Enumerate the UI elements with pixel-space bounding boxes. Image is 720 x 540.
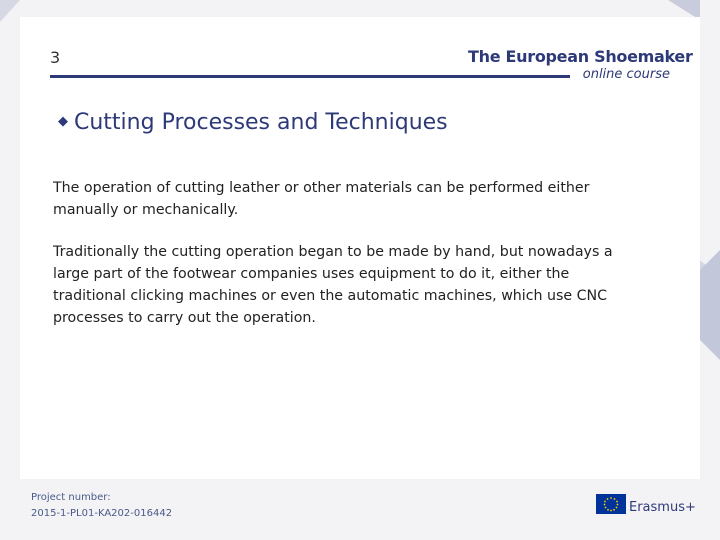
eu-flag-icon [596, 494, 626, 514]
body-paragraph: Traditionally the cutting operation began to be made by hand, but nowadays a large part of the footwear companies uses equipment to do it, either the traditional clicking machines or even the automatic machines, which use CNC processes to carry out the operation. [53, 244, 613, 326]
body-paragraph: The operation of cutting leather or other materials can be performed either manually or mechanically. [53, 180, 590, 218]
slide-number: 3 [50, 48, 61, 67]
brand-title: The European Shoemaker [468, 47, 693, 66]
project-info [31, 490, 172, 522]
section-heading [58, 110, 448, 135]
section-heading-text: Cutting Processes and Techniques [74, 110, 448, 135]
project-number-label: Project number: [31, 492, 111, 503]
brand-subtitle: online course [582, 67, 670, 82]
top-left-corner-shape [0, 0, 20, 22]
project-number-value: 2015-1-PL01-KA202-016442 [31, 508, 173, 519]
diamond-bullet-icon: ◆ [58, 114, 68, 129]
header-divider [50, 75, 570, 78]
erasmus-plus-logo: Erasmus+ [629, 500, 696, 515]
